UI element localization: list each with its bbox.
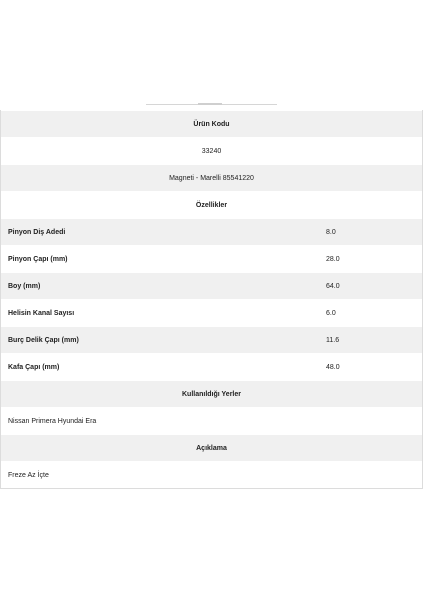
usage-text: Nissan Primera Hyundai Era bbox=[8, 417, 97, 425]
feature-value: 11.6 bbox=[326, 336, 340, 344]
description-text: Freze Az İçte bbox=[8, 471, 49, 479]
feature-value: 6.0 bbox=[326, 309, 336, 317]
product-reference-row bbox=[1, 164, 422, 191]
product-code-row bbox=[1, 137, 422, 164]
description-header-row bbox=[1, 434, 422, 461]
feature-row bbox=[1, 272, 422, 299]
feature-label: Helisin Kanal Sayısı bbox=[8, 309, 75, 317]
feature-row bbox=[1, 245, 422, 272]
tab-notch bbox=[198, 103, 222, 105]
feature-value: 28.0 bbox=[326, 255, 340, 263]
usage-header-row bbox=[1, 380, 422, 407]
feature-value: 8.0 bbox=[326, 228, 336, 236]
feature-label: Pinyon Çapı (mm) bbox=[8, 255, 68, 263]
description-row bbox=[1, 461, 422, 488]
feature-label: Boy (mm) bbox=[8, 282, 41, 290]
features-header-row bbox=[1, 191, 422, 218]
feature-label: Pinyon Diş Adedi bbox=[8, 228, 66, 236]
usage-header: Kullanıldığı Yerler bbox=[181, 390, 241, 398]
feature-row bbox=[1, 299, 422, 326]
features-header: Özellikler bbox=[195, 201, 228, 209]
usage-row bbox=[1, 407, 422, 434]
feature-row bbox=[1, 218, 422, 245]
feature-label: Burç Delik Çapı (mm) bbox=[8, 336, 79, 344]
description-header: Açıklama bbox=[196, 444, 227, 452]
product-code-header: Ürün Kodu bbox=[193, 120, 230, 128]
product-reference-value: Magneti - Marelli 85541220 bbox=[169, 174, 254, 182]
top-tab-decoration bbox=[146, 104, 277, 108]
product-spec-table bbox=[0, 110, 423, 489]
feature-row bbox=[1, 353, 422, 380]
feature-label: Kafa Çapı (mm) bbox=[8, 363, 60, 371]
feature-row bbox=[1, 326, 422, 353]
feature-value: 48.0 bbox=[326, 363, 340, 371]
feature-value: 64.0 bbox=[326, 282, 340, 290]
product-code-value: 33240 bbox=[201, 147, 222, 155]
product-code-header-row bbox=[1, 110, 422, 137]
